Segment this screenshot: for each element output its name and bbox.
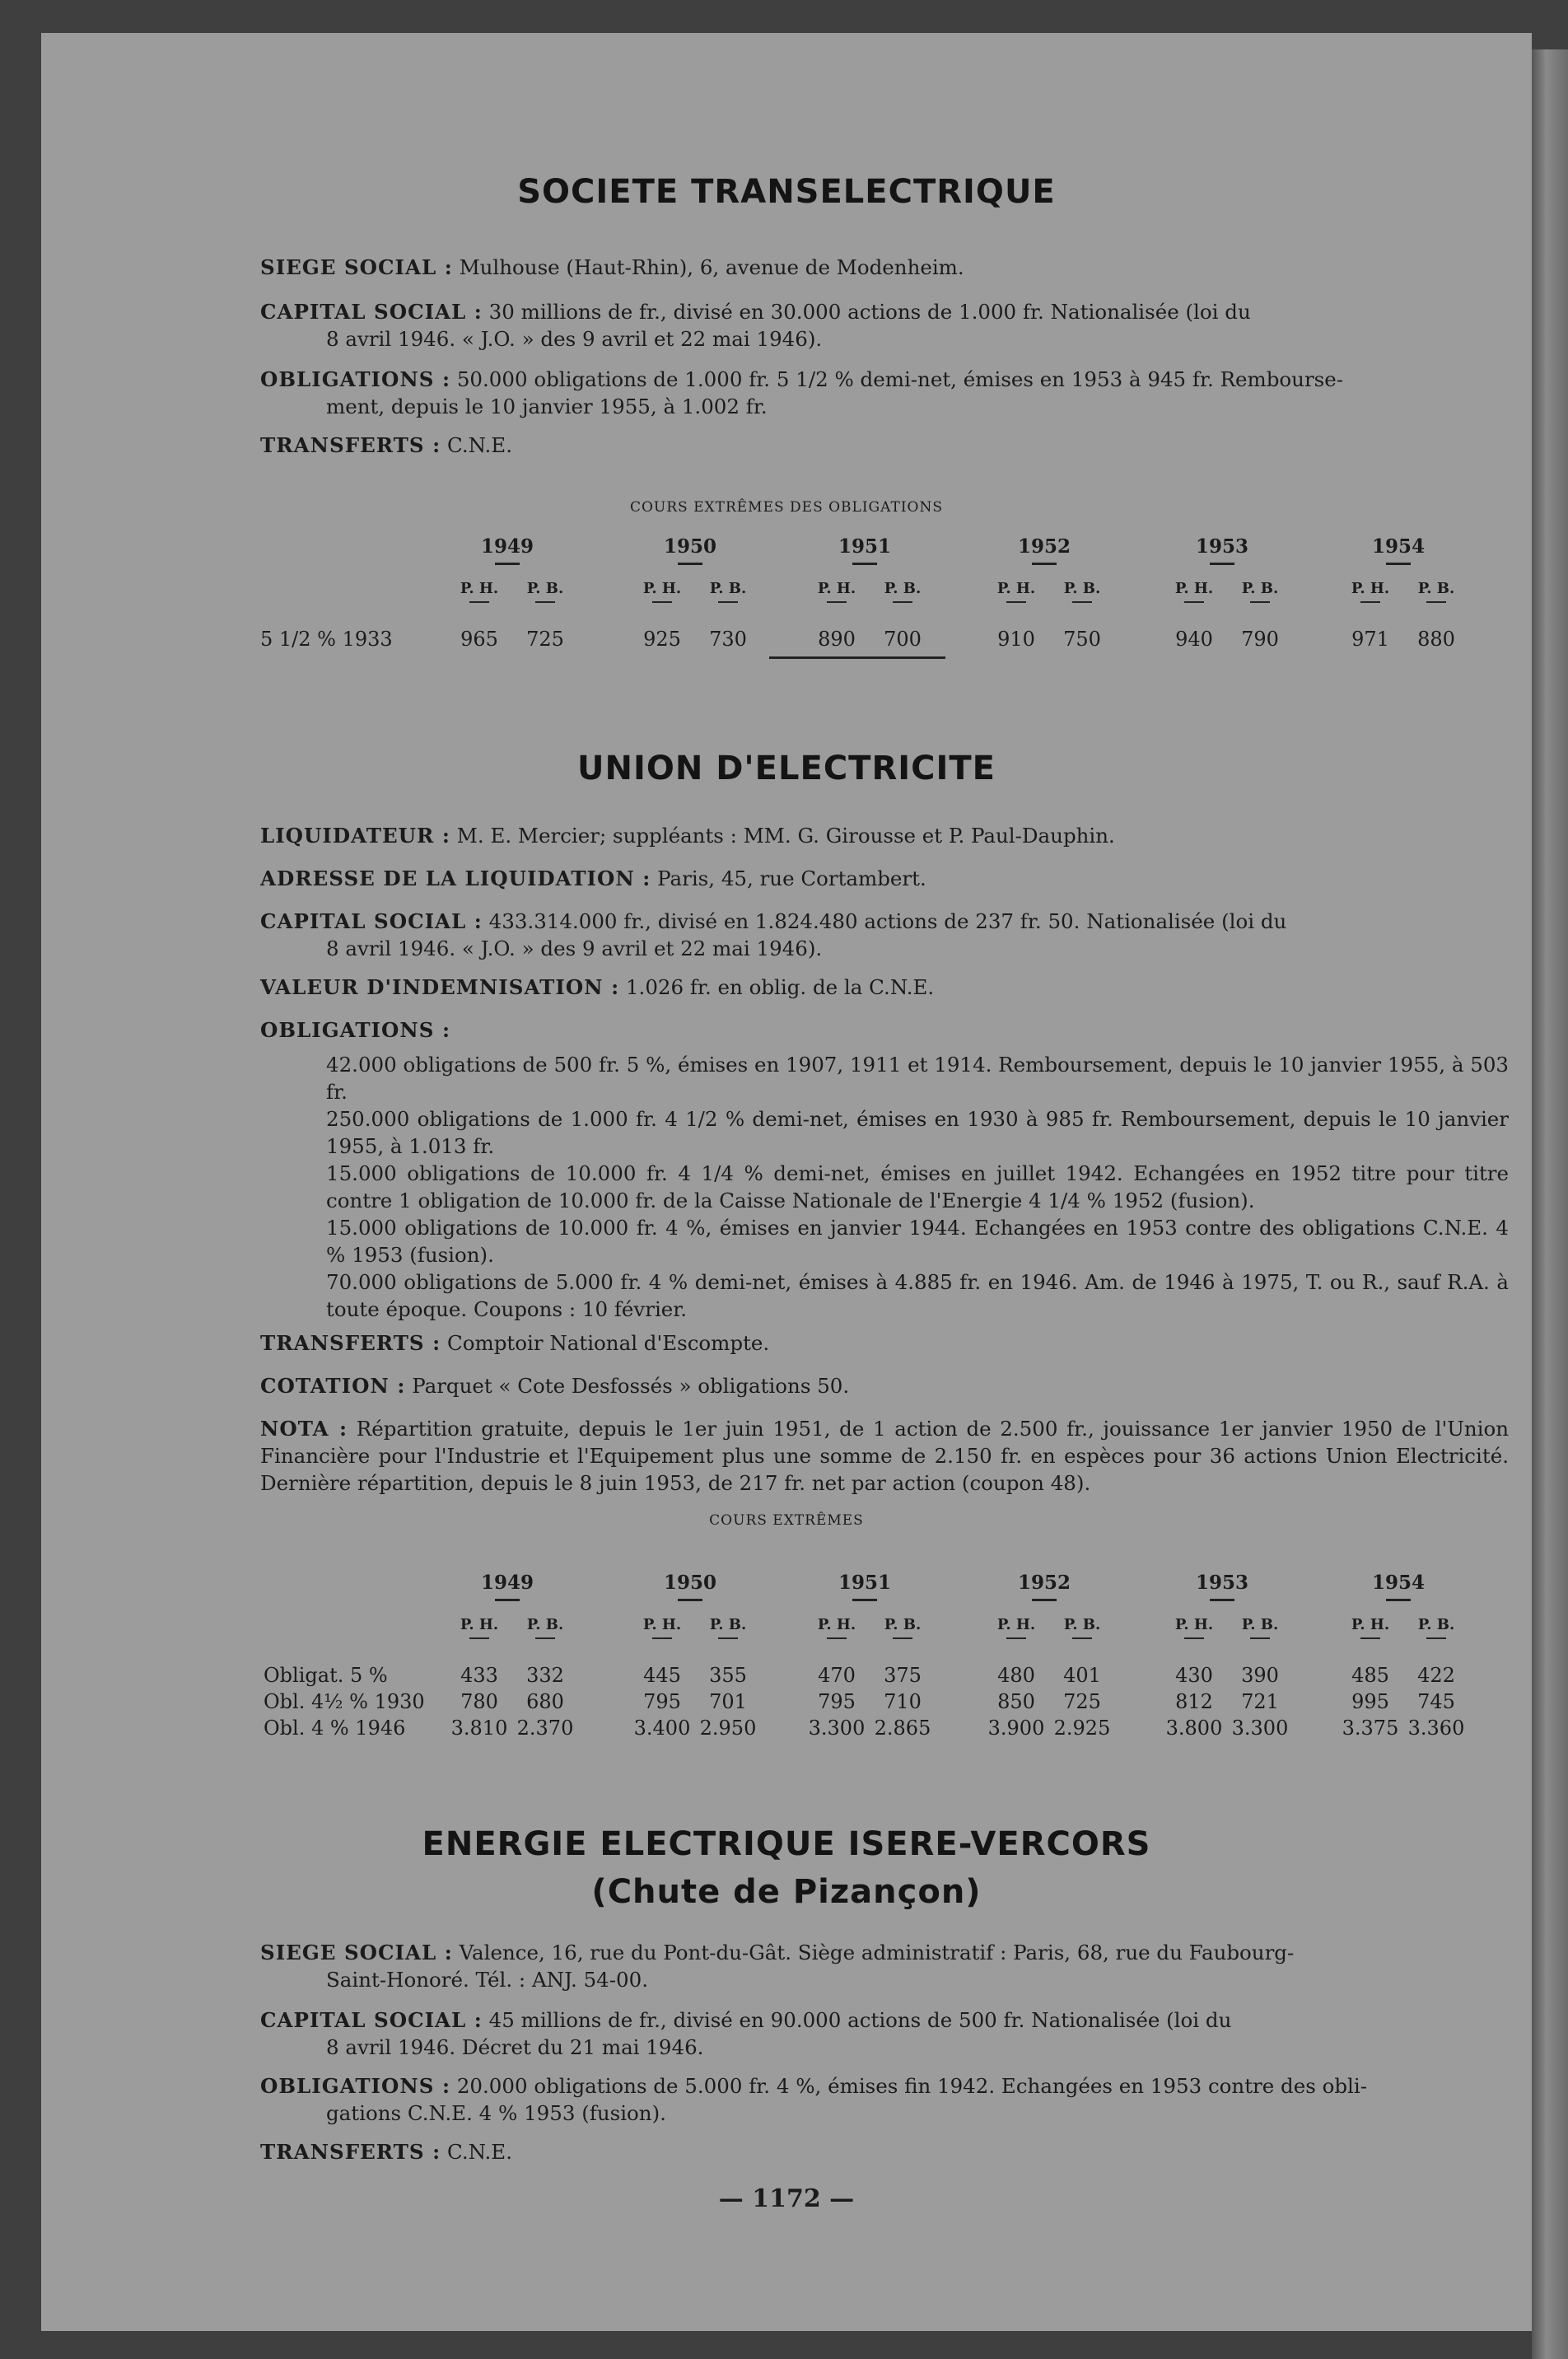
siege-social-isere (260, 1939, 1509, 1993)
transferts-text: C.N.E. (446, 2140, 512, 2164)
ph-header: P. H. (1342, 1616, 1399, 1639)
table-cell: 725 (526, 628, 564, 651)
adjacent-page-edge (1532, 49, 1568, 2359)
year-header: 1950 (641, 535, 740, 565)
table-cell: 780 (460, 1690, 498, 1713)
table-cell: 430 (1175, 1664, 1213, 1687)
capital-text: 433.314.000 fr., divisé en 1.824.480 actions de 237 fr. 50. Nationalisée (loi du (488, 909, 1287, 933)
table-cell: 925 (643, 628, 681, 651)
table-cell: 995 (1351, 1690, 1389, 1713)
table-cell: 3.800 (1165, 1717, 1223, 1740)
table-cell: 725 (1063, 1690, 1101, 1713)
adresse-text: Paris, 45, rue Cortambert. (657, 867, 926, 890)
obligation-item: 15.000 obligations de 10.000 fr. 4 1/4 % demi-net, émises en juillet 1942. Echangées en 1952 titre pour titre contre 1 obligation de 10.000 fr. de la Caisse Nationale de l'Energie 4 1/4 % 1952 (fusion). (326, 1161, 1509, 1212)
year-header: 1954 (1349, 1572, 1448, 1601)
obligations-union-heading (260, 1016, 1509, 1044)
ph-header: P. H. (808, 580, 866, 603)
obligations-transelectrique (260, 366, 1509, 420)
obligation-item: 70.000 obligations de 5.000 fr. 4 % demi-net, émises à 4.885 fr. en 1946. Am. de 1946 à 1975, T. ou R., sauf R.A. à toute époque. Coupons : 10 février. (326, 1270, 1509, 1321)
transferts-label: TRANSFERTS : (260, 2140, 441, 2164)
year-header: 1949 (458, 1572, 557, 1601)
transferts-transelectrique (260, 432, 1509, 459)
table-cell: 880 (1417, 628, 1455, 651)
table-cell: 445 (643, 1664, 681, 1687)
row-label: Obl. 4 % 1946 (264, 1717, 406, 1740)
ph-header: P. H. (1342, 580, 1399, 603)
siege-label: SIEGE SOCIAL : (260, 255, 453, 279)
valeur-indemnisation (260, 974, 1509, 1001)
obligations-text: 50.000 obligations de 1.000 fr. 5 1/2 % demi-net, émises en 1953 à 945 fr. Rembourse- (456, 367, 1344, 391)
section-divider (769, 656, 945, 659)
ph-header: P. H. (633, 1616, 691, 1639)
liquidateur (260, 822, 1509, 849)
table-cell: 750 (1063, 628, 1101, 651)
pb-header: P. B. (1231, 1616, 1289, 1639)
year-header: 1950 (641, 1572, 740, 1601)
table-cell: 730 (709, 628, 747, 651)
table-caption-union: COURS EXTRÊMES (709, 1512, 864, 1529)
transferts-text: Comptoir National d'Escompte. (446, 1331, 770, 1355)
capital-text-cont: 8 avril 1946. « J.O. » des 9 avril et 22 mai 1946). (326, 327, 823, 351)
capital-social-transelectrique (260, 298, 1509, 353)
ph-header: P. H. (808, 1616, 866, 1639)
row-label: Obl. 4½ % 1930 (264, 1690, 425, 1713)
pb-header: P. B. (874, 1616, 931, 1639)
table-cell: 2.370 (516, 1717, 574, 1740)
table-cell: 3.360 (1407, 1717, 1465, 1740)
page-number: — 1172 — (718, 2184, 855, 2213)
document-page (41, 33, 1532, 2331)
cotation-union (260, 1372, 1509, 1399)
table-cell: 701 (709, 1690, 747, 1713)
capital-text: 45 millions de fr., divisé en 90.000 actions de 500 fr. Nationalisée (loi du (488, 2008, 1232, 2032)
table-cell: 890 (818, 628, 856, 651)
table-cell: 3.810 (450, 1717, 508, 1740)
table-cell: 480 (997, 1664, 1035, 1687)
table-cell: 795 (818, 1690, 856, 1713)
cotation-label: COTATION : (260, 1374, 406, 1398)
capital-social-union (260, 908, 1509, 962)
liquidateur-label: LIQUIDATEUR : (260, 824, 450, 848)
table-cell: 812 (1175, 1690, 1213, 1713)
table-cell: 422 (1417, 1664, 1455, 1687)
table-cell: 2.865 (874, 1717, 931, 1740)
obligation-item: 42.000 obligations de 500 fr. 5 %, émises en 1907, 1911 et 1914. Remboursement, depuis le 10 janvier 1955, à 503 fr. (326, 1053, 1509, 1104)
table-cell: 332 (526, 1664, 564, 1687)
transferts-text: C.N.E. (446, 433, 512, 457)
table-cell: 2.950 (699, 1717, 757, 1740)
table-cell: 470 (818, 1664, 856, 1687)
year-header: 1949 (458, 535, 557, 565)
ph-header: P. H. (987, 580, 1045, 603)
pb-header: P. B. (516, 1616, 574, 1639)
year-header: 1951 (815, 535, 914, 565)
transferts-isere (260, 2138, 1509, 2165)
table-cell: 485 (1351, 1664, 1389, 1687)
pb-header: P. B. (1407, 1616, 1465, 1639)
table-cell: 3.375 (1342, 1717, 1399, 1740)
obligations-label: OBLIGATIONS : (260, 2074, 451, 2098)
transferts-label: TRANSFERTS : (260, 433, 441, 457)
ph-header: P. H. (450, 580, 508, 603)
section-title-transelectrique: SOCIETE TRANSELECTRIQUE (517, 173, 1056, 211)
pb-header: P. B. (1231, 580, 1289, 603)
table-cell: 355 (709, 1664, 747, 1687)
siege-social-transelectrique (260, 254, 1509, 281)
obligations-label: OBLIGATIONS : (260, 1018, 451, 1042)
table-cell: 3.300 (808, 1717, 866, 1740)
obligations-isere (260, 2072, 1509, 2127)
pb-header: P. B. (699, 580, 757, 603)
ph-header: P. H. (1165, 580, 1223, 603)
table-cell: 710 (884, 1690, 922, 1713)
row-label: 5 1/2 % 1933 (260, 628, 393, 651)
transferts-label: TRANSFERTS : (260, 1331, 441, 1355)
capital-label: CAPITAL SOCIAL : (260, 909, 483, 933)
table-cell: 795 (643, 1690, 681, 1713)
pb-header: P. B. (1053, 1616, 1111, 1639)
nota-label: NOTA : (260, 1417, 348, 1441)
obligations-label: OBLIGATIONS : (260, 367, 451, 391)
obligations-text-cont: gations C.N.E. 4 % 1953 (fusion). (326, 2101, 666, 2125)
table-caption-transelectrique: COURS EXTRÊMES DES OBLIGATIONS (629, 499, 943, 516)
transferts-union (260, 1329, 1509, 1357)
pb-header: P. B. (1407, 580, 1465, 603)
ph-header: P. H. (1165, 1616, 1223, 1639)
capital-text-cont: 8 avril 1946. Décret du 21 mai 1946. (326, 2035, 704, 2059)
pb-header: P. B. (516, 580, 574, 603)
valeur-text: 1.026 fr. en oblig. de la C.N.E. (625, 975, 935, 999)
table-cell: 940 (1175, 628, 1213, 651)
table-cell: 375 (884, 1664, 922, 1687)
table-cell: 433 (460, 1664, 498, 1687)
table-cell: 680 (526, 1690, 564, 1713)
adresse-liquidation (260, 865, 1509, 892)
year-header: 1952 (995, 1572, 1094, 1601)
table-cell: 3.900 (987, 1717, 1045, 1740)
year-header: 1953 (1173, 1572, 1272, 1601)
adresse-label: ADRESSE DE LA LIQUIDATION : (260, 867, 651, 890)
siege-label: SIEGE SOCIAL : (260, 1941, 453, 1964)
siege-text: Mulhouse (Haut-Rhin), 6, avenue de Modenheim. (459, 255, 964, 279)
valeur-label: VALEUR D'INDEMNISATION : (260, 975, 620, 999)
nota-union (260, 1415, 1509, 1497)
pb-header: P. B. (1053, 580, 1111, 603)
obligations-text: 20.000 obligations de 5.000 fr. 4 %, émises fin 1942. Echangées en 1953 contre des obli- (456, 2074, 1367, 2098)
capital-label: CAPITAL SOCIAL : (260, 2008, 483, 2032)
table-cell: 721 (1241, 1690, 1279, 1713)
year-header: 1954 (1349, 535, 1448, 565)
table-cell: 401 (1063, 1664, 1101, 1687)
year-header: 1951 (815, 1572, 914, 1601)
table-cell: 790 (1241, 628, 1279, 651)
pb-header: P. B. (874, 580, 931, 603)
obligation-item: 250.000 obligations de 1.000 fr. 4 1/2 % demi-net, émises en 1930 à 985 fr. Remboursement, depuis le 10 janvier 1955, à 1.013 fr. (326, 1107, 1509, 1158)
table-cell: 745 (1417, 1690, 1455, 1713)
year-header: 1952 (995, 535, 1094, 565)
ph-header: P. H. (633, 580, 691, 603)
cotation-text: Parquet « Cote Desfossés » obligations 50. (412, 1374, 850, 1398)
capital-text: 30 millions de fr., divisé en 30.000 actions de 1.000 fr. Nationalisée (loi du (488, 300, 1251, 324)
nota-text: Répartition gratuite, depuis le 1er juin 1951, de 1 action de 2.500 fr., jouissance 1er janvier 1950 de l'Union Financière pour l'Industrie et l'Equipement plus une somme de 2.150 fr. en espèces pour 36 actions Union Electricité. Dernière répartition, depuis le 8 juin 1953, de 217 fr. net par action (coupon 48). (260, 1417, 1510, 1495)
year-header: 1953 (1173, 535, 1272, 565)
obligations-text-cont: ment, depuis le 10 janvier 1955, à 1.002 fr. (326, 395, 768, 418)
section-title-union-electricite: UNION D'ELECTRICITE (576, 750, 996, 787)
table-cell: 971 (1351, 628, 1389, 651)
liquidateur-text: M. E. Mercier; suppléants : MM. G. Girousse et P. Paul-Dauphin. (456, 824, 1115, 848)
capital-label: CAPITAL SOCIAL : (260, 300, 483, 324)
table-cell: 390 (1241, 1664, 1279, 1687)
table-cell: 965 (460, 628, 498, 651)
siege-text-cont: Saint-Honoré. Tél. : ANJ. 54-00. (326, 1968, 648, 1992)
table-cell: 2.925 (1053, 1717, 1111, 1740)
table-cell: 700 (884, 628, 922, 651)
table-cell: 850 (997, 1690, 1035, 1713)
siege-text: Valence, 16, rue du Pont-du-Gât. Siège administratif : Paris, 68, rue du Faubourg- (459, 1941, 1295, 1964)
ph-header: P. H. (450, 1616, 508, 1639)
row-label: Obligat. 5 % (264, 1664, 388, 1687)
table-cell: 3.400 (633, 1717, 691, 1740)
section-title-isere-vercors: ENERGIE ELECTRIQUE ISERE-VERCORS (422, 1825, 1151, 1863)
capital-social-isere (260, 2006, 1509, 2061)
table-cell: 3.300 (1231, 1717, 1289, 1740)
table-cell: 910 (997, 628, 1035, 651)
section-subtitle-pizancon: (Chute de Pizançon) (591, 1873, 982, 1911)
pb-header: P. B. (699, 1616, 757, 1639)
ph-header: P. H. (987, 1616, 1045, 1639)
capital-text-cont: 8 avril 1946. « J.O. » des 9 avril et 22 mai 1946). (326, 937, 823, 960)
obligation-item: 15.000 obligations de 10.000 fr. 4 %, émises en janvier 1944. Echangées en 1953 contre des obligations C.N.E. 4 % 1953 (fusion). (326, 1216, 1509, 1267)
